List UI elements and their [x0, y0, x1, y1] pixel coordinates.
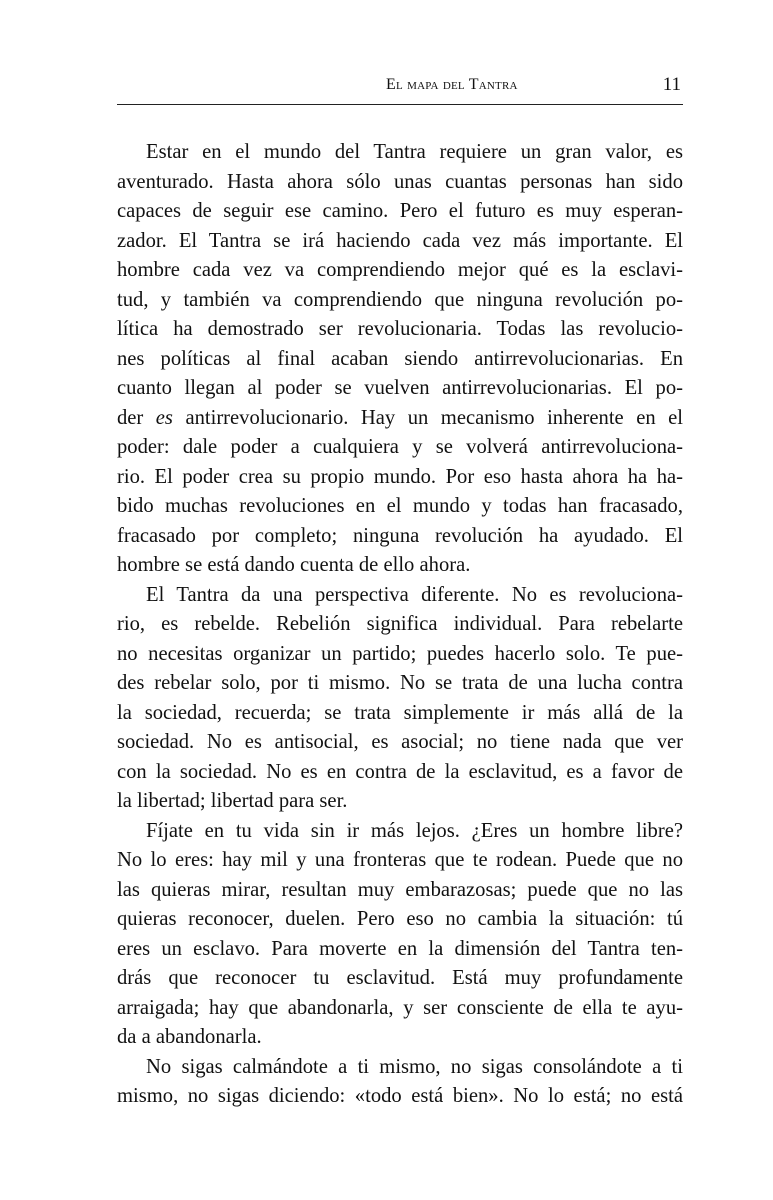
text-line: No sigas calmándote a ti mismo, no sigas consolándote a ti — [146, 1055, 683, 1078]
text-line: drás que reconocer tu esclavitud. Está muy profundamente — [117, 967, 683, 989]
text-line: no necesitas organizar un partido; puedes hacerlo solo. Te pue- — [117, 642, 683, 665]
text-line: hombre se está dando cuenta de ello ahora. — [117, 554, 471, 576]
text-line: hombre cada vez va comprendiendo mejor qué es la esclavi- — [117, 259, 683, 281]
text-line: con la sociedad. No es en contra de la esclavitud, es a favor de — [117, 760, 683, 783]
running-head — [117, 76, 683, 105]
text-line: la libertad; libertad para ser. — [117, 790, 348, 812]
text-line: Estar en el mundo del Tantra requiere un gran valor, es — [146, 141, 683, 163]
body-text — [117, 138, 683, 1112]
text-line: eres un esclavo. Para moverte en la dimensión del Tantra ten- — [117, 937, 683, 960]
text-line: der es antirrevolucionario. Hay un mecanismo inherente en el — [117, 406, 683, 429]
text-line: des rebelar solo, por ti mismo. No se trata de una lucha contra — [117, 672, 683, 694]
text-line: quieras reconocer, duelen. Pero eso no cambia la situación: tú — [117, 908, 683, 930]
text-line: lítica ha demostrado ser revolucionaria. Todas las revolucio- — [117, 318, 683, 340]
text-line: tud, y también va comprendiendo que ninguna revolución po- — [117, 288, 683, 311]
text-line: poder: dale poder a cualquiera y se volverá antirrevoluciona- — [117, 436, 683, 458]
text-line: bido muchas revoluciones en el mundo y todas han fracasado, — [117, 495, 683, 517]
text-line: sociedad. No es antisocial, es asocial; no tiene nada que ver — [117, 731, 683, 753]
text-line: las quieras mirar, resultan muy embarazosas; puede que no las — [117, 878, 683, 901]
text-line: nes políticas al final acaban siendo antirrevolucionarias. En — [117, 347, 683, 370]
text-line: capaces de seguir ese camino. Pero el futuro es muy esperan- — [117, 200, 683, 222]
text-line: No lo eres: hay mil y una fronteras que te rodean. Puede que no — [117, 849, 683, 871]
text-line: Fíjate en tu vida sin ir más lejos. ¿Eres un hombre libre? — [146, 819, 683, 842]
page-number: 11 — [662, 74, 681, 95]
text-line: rio, es rebelde. Rebelión significa individual. Para rebelarte — [117, 613, 683, 635]
running-title: El mapa del Tantra — [386, 76, 518, 93]
text-line: mismo, no sigas diciendo: «todo está bien». No lo está; no está — [117, 1085, 683, 1107]
text-line: fracasado por completo; ninguna revolución ha ayudado. El — [117, 524, 683, 547]
text-line: arraigada; hay que abandonarla, y ser consciente de ella te ayu- — [117, 996, 683, 1019]
text-line: aventurado. Hasta ahora sólo unas cuantas personas han sido — [117, 170, 683, 193]
text-line: rio. El poder crea su propio mundo. Por eso hasta ahora ha ha- — [117, 465, 683, 488]
text-line: da a abandonarla. — [117, 1026, 262, 1048]
text-line: la sociedad, recuerda; se trata simplemente ir más allá de la — [117, 701, 683, 724]
emphasis: es — [155, 406, 173, 429]
text-line: El Tantra da una perspectiva diferente. No es revoluciona- — [146, 583, 683, 606]
text-line: cuanto llegan al poder se vuelven antirrevolucionarias. El po- — [117, 377, 683, 399]
text-line: zador. El Tantra se irá haciendo cada vez más importante. El — [117, 229, 683, 252]
